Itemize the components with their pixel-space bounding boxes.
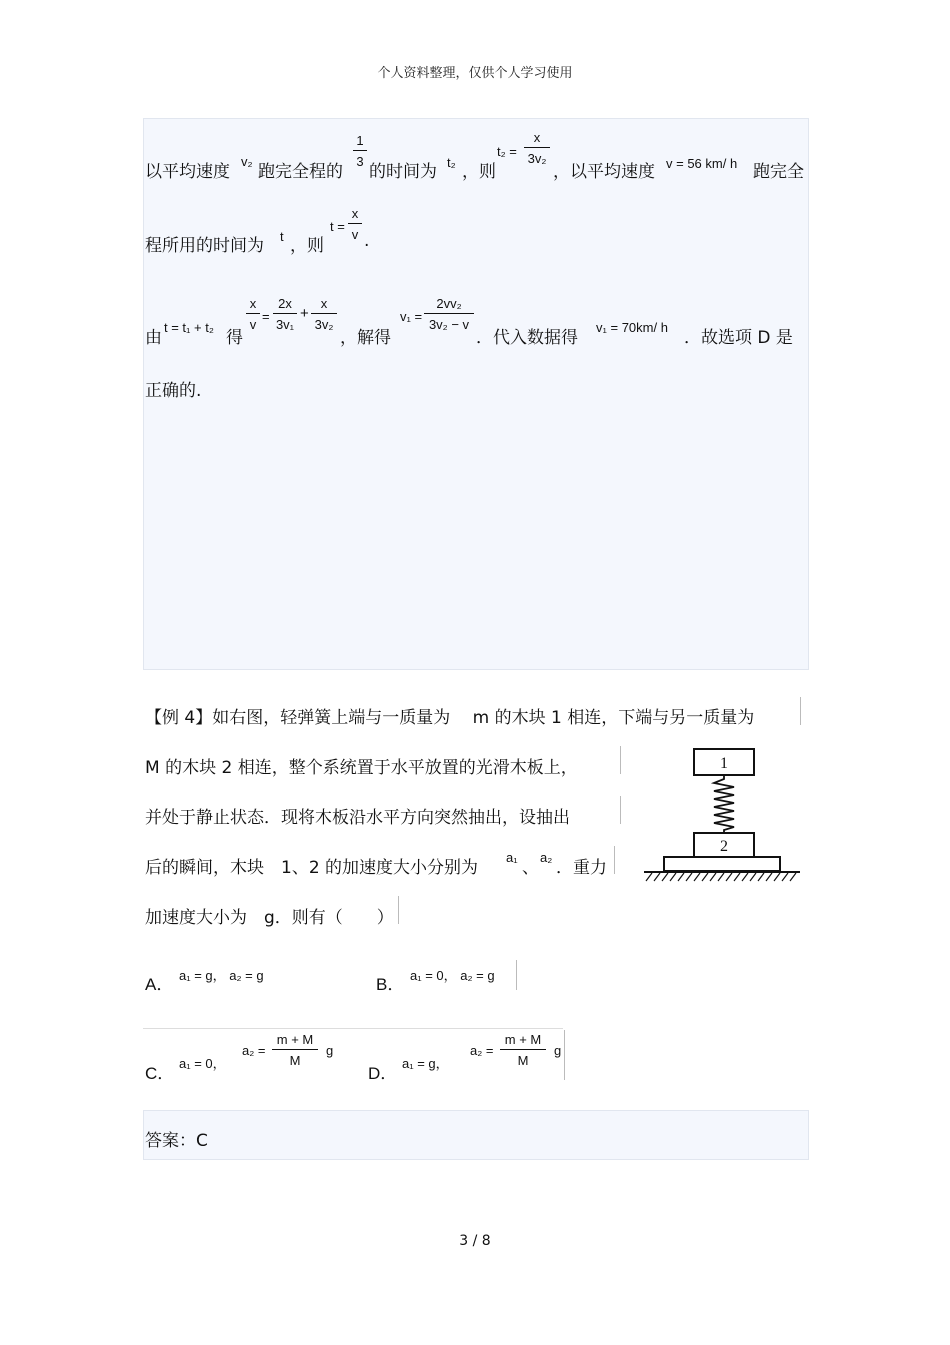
solution-text: 以平均速度: [145, 162, 230, 182]
math-equation: t =: [330, 219, 345, 234]
math-equation: v = 56 km/ h: [666, 156, 738, 171]
question-text: 加速度大小为 g．则有（ ）: [145, 908, 394, 928]
fraction: $\frac{\text{2vv₂}}{\text{3v₂ − v}}$: [424, 296, 474, 332]
math-symbol: a₁: [506, 850, 518, 865]
option-a-expression: a₁ = g， a₂ = g: [179, 968, 264, 983]
solution-text: 跑完全: [753, 162, 804, 182]
solution-text: 程所用的时间为: [145, 236, 264, 256]
solution-text: ．代入数据得: [476, 328, 578, 348]
divider: [398, 896, 399, 924]
spring-blocks-figure: [640, 745, 805, 890]
block-2-label: 2: [720, 838, 728, 855]
option-b-label: B．: [376, 975, 405, 994]
solution-text: 由: [145, 328, 162, 348]
math-equation: t₂ =: [497, 144, 517, 159]
divider: [620, 746, 621, 774]
solution-text: .: [364, 231, 370, 251]
block-1-label: 1: [720, 755, 728, 772]
option-c-g: g: [326, 1043, 334, 1058]
board: [664, 857, 780, 871]
math-operator: +: [300, 305, 309, 322]
option-d-label: D．: [368, 1064, 398, 1083]
option-c-a1: a₁ = 0，: [179, 1056, 226, 1071]
solution-panel: [143, 118, 809, 670]
solution-text: ．故选项 D 是: [684, 328, 793, 348]
solution-text: ，则: [290, 236, 324, 256]
divider: [614, 846, 615, 874]
option-c-label: C．: [145, 1064, 175, 1083]
answer-panel: [143, 1110, 809, 1160]
option-c-fraction: $\frac{m + M}{M}$: [272, 1032, 318, 1068]
question-text: 并处于静止状态．现将木板沿水平方向突然抽出，设抽出: [145, 808, 570, 828]
divider: [516, 960, 517, 990]
solution-text: ，则: [462, 162, 496, 182]
answer-text: 答案：C: [145, 1131, 208, 1151]
fraction: $\frac{x}{v}$: [246, 296, 260, 332]
fraction: $\frac{x}{\text{3v₂}}$: [524, 130, 550, 166]
math-result: v₁ = 70km/ h: [596, 320, 668, 335]
solution-text: 正确的.: [145, 381, 202, 401]
page-header: 个人资料整理，仅供个人学习使用: [377, 66, 573, 81]
divider: [620, 796, 621, 824]
option-d-a1: a₁ = g，: [402, 1056, 449, 1071]
page-number: 3 / 8: [459, 1233, 491, 1249]
solution-text: 得: [226, 328, 243, 348]
divider: [800, 697, 801, 725]
question-text: 后的瞬间，木块 1、2 的加速度大小分别为: [145, 858, 479, 878]
option-b-expression: a₁ = 0， a₂ = g: [410, 968, 495, 983]
math-operator: =: [262, 309, 270, 324]
math-symbol: v₂: [241, 154, 253, 169]
fraction: $\frac{2x}{\text{3v₁}}$: [273, 296, 297, 332]
option-c-a2: a₂ =: [242, 1043, 266, 1058]
question-text: ．重力: [556, 858, 607, 878]
fraction: $\frac{x}{v}$: [348, 206, 362, 242]
solution-text: 的时间为: [369, 162, 437, 182]
option-d-g: g: [554, 1043, 562, 1058]
solution-text: ，解得: [340, 328, 391, 348]
math-symbol: t: [280, 229, 284, 244]
math-equation: t = t₁ + t₂: [164, 320, 214, 335]
solution-text: ，以平均速度: [553, 162, 655, 182]
fraction-one-third: $\frac{1}{3}$: [353, 133, 367, 169]
spring: [714, 775, 734, 833]
ground-hatch: [646, 873, 796, 881]
divider: [564, 1030, 565, 1080]
option-d-a2: a₂ =: [470, 1043, 494, 1058]
divider: [143, 1028, 563, 1029]
fraction: $\frac{x}{\text{3v₂}}$: [311, 296, 337, 332]
math-symbol: t₂: [447, 155, 456, 170]
option-d-fraction: $\frac{m + M}{M}$: [500, 1032, 546, 1068]
question-text: M 的木块 2 相连，整个系统置于水平放置的光滑木板上，: [145, 758, 578, 778]
question-text: 、: [522, 858, 539, 878]
solution-text: 跑完全程的: [258, 162, 343, 182]
question-text: 【例 4】如右图，轻弹簧上端与一质量为 m 的木块 1 相连，下端与另一质量为: [145, 708, 755, 728]
option-a-label: A．: [145, 975, 174, 994]
math-symbol: a₂: [540, 850, 553, 865]
math-equation: v₁ =: [400, 309, 423, 324]
